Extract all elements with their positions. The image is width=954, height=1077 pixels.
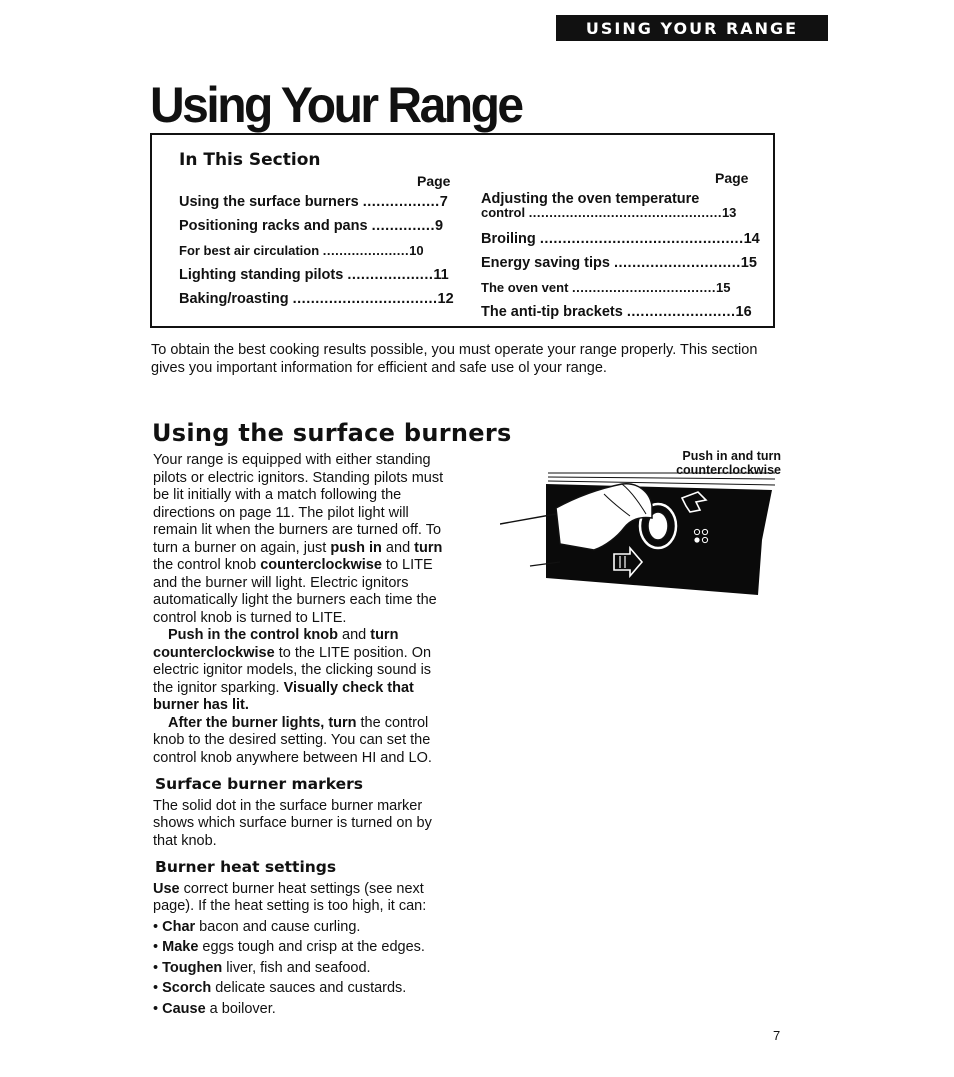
toc-entry-page: 7	[439, 194, 448, 210]
toc-entry-title: Lighting standing pilots	[179, 267, 344, 283]
toc-entry[interactable]	[179, 267, 449, 283]
list-item: • Toughen liver, fish and seafood.	[153, 960, 453, 978]
toc-leader: .............................................	[539, 231, 744, 247]
toc-entry-title: Using the surface burners	[179, 194, 359, 210]
body-paragraph: Use correct burner heat settings (see next page). If the heat setting is too high, it can:	[153, 880, 427, 914]
subsection-heading: Surface burner markers	[155, 775, 364, 793]
toc-leader: ............................	[613, 255, 741, 271]
section-header-tab: USING YOUR RANGE	[556, 15, 828, 41]
toc-entry-page: 16	[735, 304, 752, 320]
toc-entry-title: The anti-tip brackets	[481, 304, 623, 320]
body-paragraph: Push in the control knob and turn counterclockwise to the LITE position. On electric ignitor models, the clicking sound is the ignitor sparking. Visually check that burner has lit.	[153, 627, 432, 713]
list-item: • Make eggs tough and crisp at the edges.	[153, 939, 453, 957]
intro-paragraph: To obtain the best cooking results possible, you must operate your range properly. This section gives you important information for efficient and safe use ol your range.	[151, 342, 758, 376]
toc-page-label-right: Page	[715, 170, 749, 186]
heat-warning-list	[153, 919, 453, 1019]
toc-entry-title-continued: control	[481, 205, 526, 220]
subsection-heading: Burner heat settings	[155, 858, 337, 876]
page-title: Using Your Range	[150, 78, 522, 134]
toc-leader: .................	[362, 194, 440, 210]
section-title: Using the surface burners	[152, 419, 512, 447]
toc-box	[150, 133, 775, 328]
toc-entry-page: 14	[743, 231, 760, 247]
toc-entry[interactable]	[481, 280, 730, 295]
toc-entry-page: 10	[409, 243, 424, 258]
figure-caption: Push in and turn counterclockwise	[676, 449, 781, 477]
toc-leader: ..............	[371, 218, 435, 234]
toc-entry[interactable]	[179, 291, 454, 307]
toc-entry[interactable]	[179, 243, 424, 258]
toc-entry-title: Positioning racks and pans	[179, 218, 368, 234]
toc-entry-page: 11	[433, 267, 449, 283]
toc-entry-page: 13	[721, 205, 737, 220]
toc-leader: ........................	[626, 304, 736, 320]
toc-entry[interactable]	[481, 255, 757, 271]
toc-page-label-left: Page	[417, 173, 451, 189]
body-paragraph: After the burner lights, turn the control knob to the desired setting. You can set the control knob anywhere between HI and LO.	[153, 714, 432, 766]
toc-entry[interactable]	[481, 304, 752, 320]
list-item: • Char bacon and cause curling.	[153, 919, 453, 937]
toc-entry[interactable]	[481, 231, 760, 247]
toc-entry-title: Broiling	[481, 231, 536, 247]
toc-entry-title: For best air circulation	[179, 243, 320, 258]
toc-leader: .....................	[322, 243, 410, 258]
control-knob-illustration	[500, 470, 785, 600]
list-item: • Cause a boilover.	[153, 1001, 453, 1019]
page-number: 7	[773, 1028, 781, 1043]
toc-entry-page: 9	[434, 218, 444, 234]
toc-entry-page: 15	[715, 280, 731, 295]
toc-entry-title: Energy saving tips	[481, 255, 610, 271]
toc-leader: ...............................................	[528, 205, 722, 220]
toc-entry-page: 15	[740, 255, 757, 271]
toc-heading: In This Section	[179, 150, 321, 170]
toc-leader: ................................	[292, 291, 438, 307]
toc-entry[interactable]	[179, 218, 443, 234]
toc-entry-page: 12	[437, 291, 454, 307]
toc-entry-title: The oven vent	[481, 280, 569, 295]
toc-leader: ...................	[347, 267, 434, 283]
toc-entry[interactable]	[481, 191, 736, 220]
toc-entry-title: Baking/roasting	[179, 291, 289, 307]
list-item: • Scorch delicate sauces and custards.	[153, 980, 453, 998]
surface-burners-body	[153, 452, 453, 1021]
body-paragraph: The solid dot in the surface burner marker shows which surface burner is turned on by that knob.	[153, 797, 432, 849]
toc-entry-title: Adjusting the oven temperature	[481, 191, 700, 207]
body-paragraph: Your range is equipped with either standing pilots or electric ignitors. Standing pilots must be lit initially with a match following the directions on page 11. The pilot light will remain lit when the burners are turned off. To turn a burner on again, just push in and turn the control knob counterclockwise to LITE and the burner will light. Electric ignitors automatically light the burners each time the control knob is turned to LITE.	[153, 452, 444, 626]
toc-leader: ...................................	[572, 280, 716, 295]
toc-entry[interactable]	[179, 194, 448, 210]
